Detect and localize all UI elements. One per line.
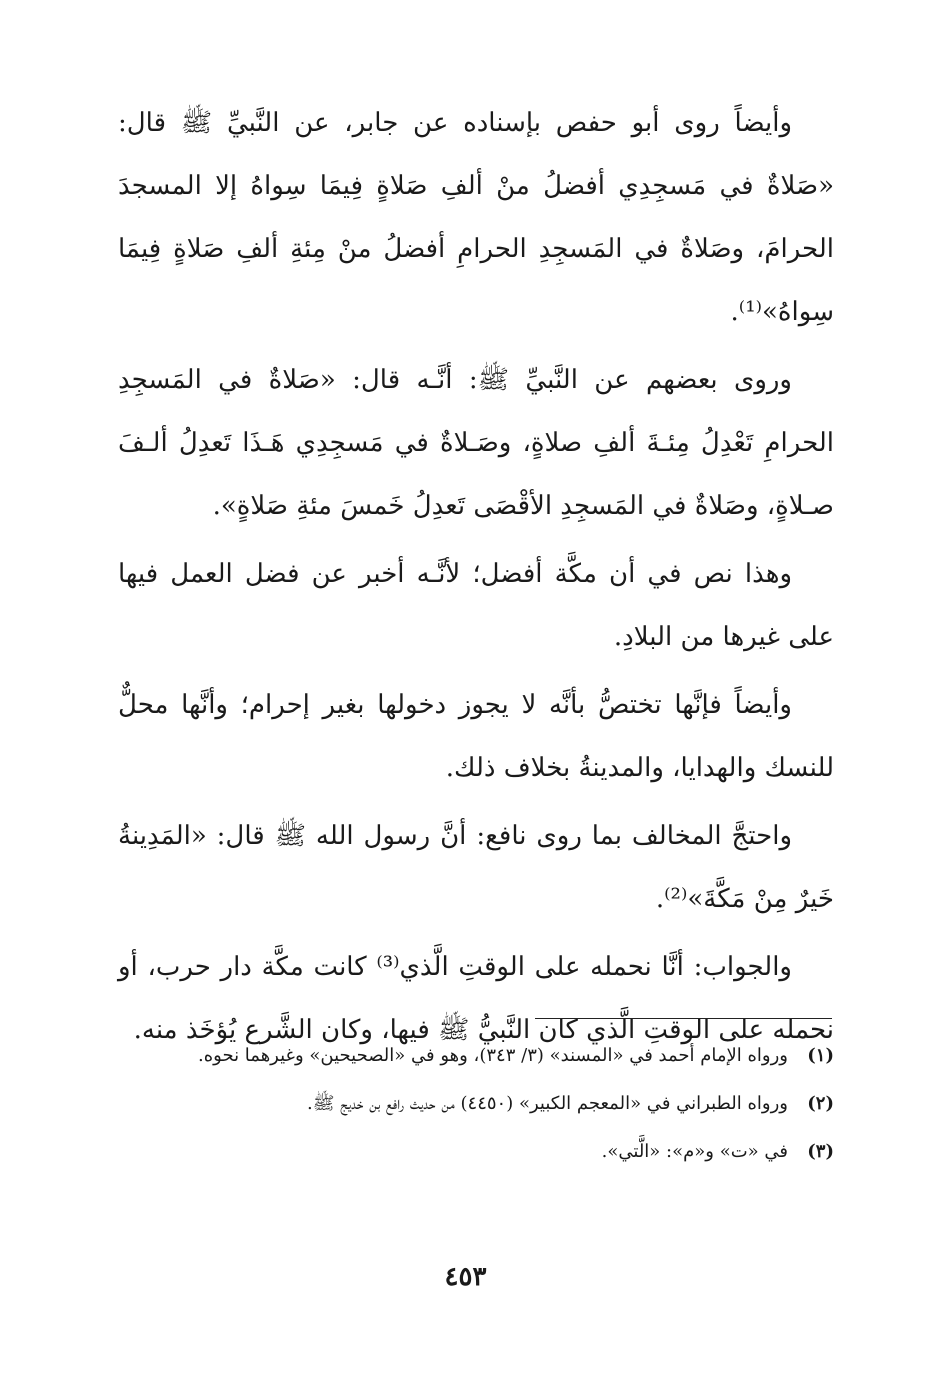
paragraph: وأيضاً روى أبو حفص بإسناده عن جابر، عن النَّبيِّ ﷺ قال: «صَلاةٌ في مَسجِدِي أفضلُ منْ ألفِ صَلاةٍ فِيمَا سِواهُ إلا المسجدَ الحرامَ، وصَلاةٌ في المَسجِدِ الحرامِ أفضلُ منْ مِئةِ ألفِ صَلاةٍ فِيمَا سِواهُ»⁽¹⁾. (118, 108, 834, 327)
paragraph: وهذا نص في أن مكَّة أفضل؛ لأنَّـه أخبر عن فضل العمل فيها على غيرها من البلادِ. (118, 559, 834, 652)
footnote (118, 1132, 834, 1172)
paragraph: والجواب: أنَّا نحمله على الوقتِ الَّذي⁽³⁾ كانت مكَّة دار حرب، أو نحمله على الوقتِ الَّذي كان النَّبيُّ ﷺ فيها، وكان الشَّرع يُؤخَذ منه. (118, 952, 834, 1045)
footnote (118, 1084, 834, 1124)
paragraph: واحتجَّ المخالف بما روى نافع: أنَّ رسول الله ﷺ قال: «المَدِينةُ خَيرٌ مِنْ مَكَّةَ»⁽²⁾. (118, 821, 834, 914)
page-number: ٤٥٣ (444, 1262, 487, 1292)
footnote-text: ورواه الطبراني في «المعجم الكبير» (٤٤٥٠) من حديث رافع بن خديج ﷺ. (307, 1093, 788, 1114)
footnote-number: (٣) (807, 1141, 834, 1162)
footnote-number: (٢) (807, 1093, 834, 1114)
paragraph: وأيضاً فإنَّها تختصُّ بأنَّه لا يجوز دخولها بغير إحرام؛ وأنَّها محلٌّ للنسك والهدايا، والمدينةُ بخلاف ذلك. (118, 690, 834, 783)
footnote-number: (١) (807, 1045, 834, 1066)
footnote-text: ورواه الإمام أحمد في «المسند» (٣/ ٣٤٣)، وهو في «الصحيحين» وغيرهما نحوه. (198, 1045, 788, 1066)
footnote-text: في «ت» و«م»: «الَّتي». (601, 1141, 788, 1162)
footnote (118, 1036, 834, 1076)
paragraph: وروى بعضهم عن النَّبيِّ ﷺ: أنَّـه قال: «صَلاةٌ في المَسجِدِ الحرامِ تَعْدِلُ مِئـةَ ألفِ صلاةٍ، وصَـلاةٌ في مَسجِدِي هَـذَا تَعدِلُ ألـفَ صـلاةٍ، وصَلاةٌ في المَسجِدِ الأقْصَى تَعدِلُ خَمسَ مئةِ صَلاةٍ». (118, 365, 834, 521)
main-text (118, 92, 834, 1067)
footnotes (118, 1036, 834, 1180)
footnote-divider (535, 1018, 832, 1019)
